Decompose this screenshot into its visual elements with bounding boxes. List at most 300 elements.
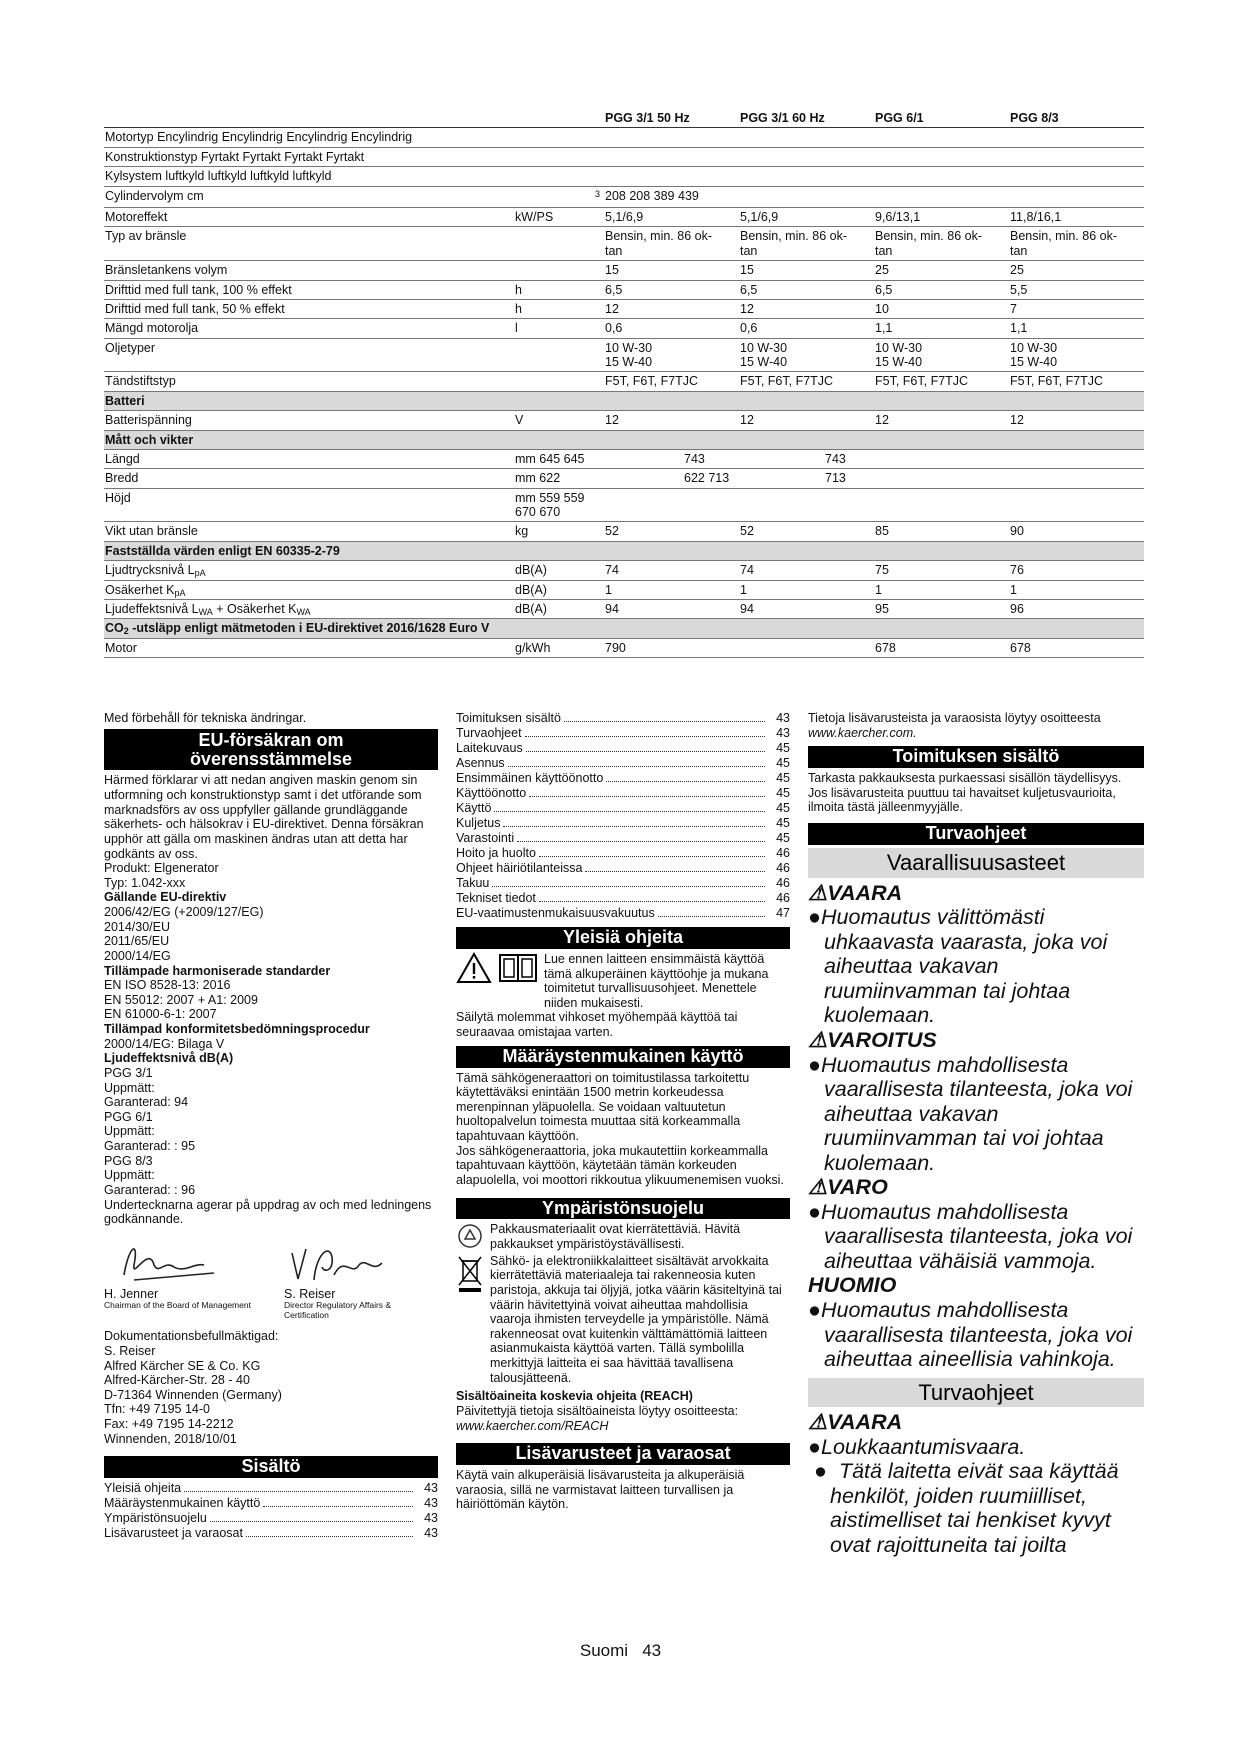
table-header-row	[104, 109, 1144, 128]
value-cell	[739, 128, 874, 147]
value-cell: 10 W-30 15 W-40	[739, 338, 874, 372]
toc-page: 43	[424, 1526, 438, 1541]
value-cell: 10 W-30 15 W-40	[604, 338, 739, 372]
accessories-link[interactable]: www.kaercher.com.	[808, 725, 917, 740]
safety-heading: Turvaohjeet	[808, 823, 1144, 845]
row-label: Drifttid med full tank, 100 % effekt	[104, 280, 514, 299]
row-label: Mängd motorolja	[104, 319, 514, 338]
row-unit	[514, 372, 604, 391]
recycle-text: Pakkausmateriaalit ovat kierrätettäviä. Hävitä pakkaukset ympäristöystävällisesti.	[490, 1222, 741, 1252]
toc-page: 45	[776, 756, 790, 770]
list-line: 2006/42/EG (+2009/127/EG)	[104, 905, 264, 920]
danger-label-2: ⚠VAARA	[808, 1410, 903, 1435]
row-unit	[514, 167, 604, 186]
list-line: Winnenden, 2018/10/01	[104, 1431, 237, 1446]
table-row	[104, 319, 1144, 338]
value-cell	[604, 147, 739, 166]
row-label: Vikt utan bränsle	[104, 522, 514, 541]
value-cell: 1,1	[1009, 319, 1144, 338]
toc-page: 45	[776, 831, 790, 845]
toc-leader	[585, 871, 765, 872]
row-label: Bredd	[104, 469, 514, 488]
warning-label: ⚠VAROITUS	[808, 1027, 937, 1052]
list-line: PGG 8/3	[104, 1153, 153, 1168]
toc-entry[interactable]	[104, 1481, 438, 1496]
list-line: Alfred-Kärcher-Str. 28 - 40	[104, 1373, 250, 1388]
toc-title: Ohjeet häiriötilanteissa	[456, 861, 583, 875]
list-line: D-71364 Winnenden (Germany)	[104, 1387, 282, 1402]
weee-notice	[456, 1254, 790, 1386]
value-cell: 76	[1009, 561, 1144, 580]
value-cell	[1009, 167, 1144, 186]
signature-jenner	[104, 1235, 258, 1322]
list-line: Fax: +49 7195 14-2212	[104, 1417, 234, 1432]
value-cell: 12	[604, 299, 739, 318]
column-3	[808, 711, 1144, 1557]
toc-leader	[263, 1506, 413, 1507]
value-cell: 9,6/13,1	[874, 208, 1009, 227]
list-line: Uppmätt:	[104, 1168, 155, 1183]
manual-book-icon	[498, 952, 538, 984]
value-cell: 1	[1009, 580, 1144, 599]
row-label: Cylindervolym cm	[104, 186, 514, 208]
page-footer	[0, 1641, 1241, 1661]
toc-entry[interactable]	[456, 816, 790, 831]
product-lines	[104, 861, 438, 890]
list-line: 2000/14/EG: Bilaga V	[104, 1036, 225, 1051]
toc-leader	[246, 1536, 413, 1537]
reach-heading: Sisältöaineita koskevia ohjeita (REACH)	[456, 1389, 693, 1404]
toc-list-1	[104, 1481, 438, 1541]
toc-entry[interactable]	[456, 891, 790, 906]
list-line: Tfn: +49 7195 14-0	[104, 1402, 210, 1417]
toc-entry[interactable]	[104, 1496, 438, 1511]
header-cell: PGG 6/1	[874, 109, 1009, 128]
value-cell: 7	[1009, 299, 1144, 318]
row-unit: h	[514, 299, 604, 318]
toc-leader	[539, 901, 765, 902]
column-1	[104, 711, 438, 1541]
intended-use-text-2: Jos sähkögeneraattoria, joka mukautettiin korkeammalla tapahtuvaan käyttöön, käytetään tämän korkeuden alapuolella, voi moottori rikkoutua ylikuumenemisen vuoksi.	[456, 1143, 784, 1187]
value-cell: 0,6	[604, 319, 739, 338]
list-line: PGG 3/1	[104, 1065, 153, 1080]
toc-leader	[658, 916, 765, 917]
value-cell: F5T, F6T, F7TJC	[739, 372, 874, 391]
row-label: Osäkerhet $K_{pA}$	[104, 580, 514, 599]
row-unit: 3	[514, 186, 604, 208]
value-cell: 743	[739, 449, 874, 468]
row-unit: l	[514, 319, 604, 338]
table-row	[104, 208, 1144, 227]
header-cell: PGG 3/1 60 Hz	[739, 109, 874, 128]
list-line: Alfred Kärcher SE & Co. KG	[104, 1358, 261, 1373]
sound-power-list	[104, 1066, 438, 1198]
signer2-title: Director Regulatory Affairs & Certification	[284, 1300, 392, 1321]
list-line: Garanterad: 94	[104, 1095, 189, 1110]
toc-entry[interactable]	[456, 771, 790, 786]
toc-title: Määräystenmukainen käyttö	[104, 1496, 261, 1511]
table-row	[104, 599, 1144, 618]
value-cell: F5T, F6T, F7TJC	[604, 372, 739, 391]
value-cell: 11,8/16,1	[1009, 208, 1144, 227]
value-cell: 74	[604, 561, 739, 580]
list-line: 2000/14/EG	[104, 948, 171, 963]
toc-leader	[494, 811, 765, 812]
value-cell: 678	[1009, 638, 1144, 657]
value-cell: 94	[739, 599, 874, 618]
header-cell	[104, 109, 514, 128]
row-unit	[514, 338, 604, 372]
row-unit: mm 559 559 670 670	[514, 488, 604, 522]
value-cell: 10	[874, 299, 1009, 318]
list-line: Uppmätt:	[104, 1080, 155, 1095]
value-cell: 25	[874, 261, 1009, 280]
toc-page: 43	[424, 1481, 438, 1496]
value-cell: 5,5	[1009, 280, 1144, 299]
value-cell: 1,1	[874, 319, 1009, 338]
toc-entry[interactable]	[456, 741, 790, 756]
table-row	[104, 469, 1144, 488]
toc-title: Yleisiä ohjeita	[104, 1481, 182, 1496]
value-cell	[874, 128, 1009, 147]
toc-entry[interactable]	[456, 786, 790, 801]
value-cell	[604, 488, 739, 522]
toc-leader	[210, 1521, 413, 1522]
value-cell: 12	[1009, 411, 1144, 430]
toc-page: 46	[776, 846, 790, 860]
technical-data-table	[104, 109, 1144, 658]
row-unit	[514, 147, 604, 166]
value-cell: 6,5	[874, 280, 1009, 299]
general-heading: Yleisiä ohjeita	[456, 927, 790, 949]
toc-entry[interactable]	[456, 846, 790, 861]
value-cell	[1009, 469, 1144, 488]
toc-entry[interactable]	[104, 1511, 438, 1526]
toc-entry[interactable]	[456, 861, 790, 876]
column-2	[456, 711, 790, 1512]
notice-text: ●Huomautus mahdollisesta vaarallisesta tilanteesta, joka voi aiheuttaa aineellisia vahinkoja.	[808, 1298, 1133, 1372]
standards-heading: Tillämpade harmoniserade standarder	[104, 963, 331, 978]
warning-sign-icon: ⚠	[808, 880, 828, 905]
toc-page: 47	[776, 906, 790, 920]
value-cell: 94	[604, 599, 739, 618]
row-label: Typ av bränsle	[104, 227, 514, 261]
list-line: Dokumentationsbefullmäktigad:	[104, 1329, 279, 1344]
value-cell	[739, 167, 874, 186]
caution-label: ⚠VARO	[808, 1175, 888, 1200]
list-line: Garanterad: : 95	[104, 1139, 196, 1154]
row-label: Oljetyper	[104, 338, 514, 372]
warning-text: ●Huomautus mahdollisesta vaarallisesta tilanteesta, joka voi aiheuttaa vakavan ruumiinvamman tai voi johtaa kuolemaan.	[808, 1052, 1133, 1175]
toc-title: Asennus	[456, 756, 505, 770]
section-label: Mått och vikter	[104, 430, 1144, 449]
accessories-text: Käytä vain alkuperäisiä lisävarusteita ja alkuperäisiä varaosia, sillä ne varmistavat laitteen turvallisen ja häiriöttömän käytön.	[456, 1468, 745, 1512]
table-row	[104, 561, 1144, 580]
toc-entry[interactable]	[456, 801, 790, 816]
scope-heading: Toimituksen sisältö	[808, 746, 1144, 768]
row-unit: dB(A)	[514, 599, 604, 618]
row-label: Ljudtrycksnivå $L_{pA}$	[104, 561, 514, 580]
toc-leader	[539, 856, 765, 857]
value-cell: 1	[739, 580, 874, 599]
row-unit: mm 645 645	[514, 449, 604, 468]
row-label: Bränsletankens volym	[104, 261, 514, 280]
table-row	[104, 299, 1144, 318]
eu-declaration-text: Härmed förklarar vi att nedan angiven maskin genom sin utformning och konstruktionstyp samt i det utförande som marknadsförs av oss uppfyller gällande grundläggande säkerhets- och hälsokrav i EU-direktivet. Denna försäkran upphör att gälla om maskinen ändras utan att detta har godkänts av oss.	[104, 773, 424, 861]
section-label: $CO_2$ -utsläpp enligt mätmetoden i EU-direktivet 2016/1628 Euro V	[104, 619, 1144, 638]
toc-entry[interactable]	[456, 831, 790, 846]
toc-page: 46	[776, 861, 790, 875]
value-cell: 208 208 389 439	[604, 186, 739, 208]
list-line: Produkt: Elgenerator	[104, 861, 219, 876]
toc-title: Takuu	[456, 876, 490, 890]
jenner-signature-icon	[104, 1235, 234, 1287]
toc-title: EU-vaatimustenmukaisuusvakuutus	[456, 906, 655, 920]
value-cell: 678	[874, 638, 1009, 657]
value-cell	[604, 167, 739, 186]
row-label: Batterispänning	[104, 411, 514, 430]
reach-link[interactable]: www.kaercher.com/REACH	[456, 1418, 609, 1433]
directives-heading: Gällande EU-direktiv	[104, 890, 227, 905]
warning-sign-icon: ⚠	[808, 1175, 828, 1200]
signer2-name: S. Reiser	[284, 1286, 336, 1301]
crossed-bin-icon	[456, 1254, 484, 1294]
value-cell: 790	[604, 638, 739, 657]
toc-title: Turvaohjeet	[456, 726, 522, 740]
table-row	[104, 280, 1144, 299]
toc-title: Laitekuvaus	[456, 741, 523, 755]
value-cell	[874, 449, 1009, 468]
toc-leader	[184, 1491, 413, 1492]
toc-leader	[526, 751, 765, 752]
toc-entry[interactable]	[456, 876, 790, 891]
reiser-signature-icon	[284, 1235, 414, 1287]
signer1-title: Chairman of the Board of Management	[104, 1300, 251, 1311]
signature-reiser	[284, 1235, 438, 1322]
row-unit: dB(A)	[514, 561, 604, 580]
value-cell: 5,1/6,9	[739, 208, 874, 227]
value-cell: 1	[604, 580, 739, 599]
general-text: Lue ennen laitteen ensimmäistä käyttöä tämä alkuperäinen käyttöohje ja mukana toimitetut turvallisuusohjeet. Menettele niiden mukaisesti.	[544, 951, 769, 1010]
value-cell	[739, 147, 874, 166]
value-cell: 12	[739, 411, 874, 430]
value-cell: 5,1/6,9	[604, 208, 739, 227]
toc-leader	[564, 721, 765, 722]
row-unit	[514, 227, 604, 261]
table-row	[104, 580, 1144, 599]
toc-title: Hoito ja huolto	[456, 846, 536, 860]
warning-sign-icon: ⚠	[808, 1027, 828, 1052]
toc-leader	[503, 826, 765, 827]
value-cell: 75	[874, 561, 1009, 580]
value-cell	[1009, 186, 1144, 208]
row-label: Tändstiftstyp	[104, 372, 514, 391]
toc-page: 45	[776, 786, 790, 800]
table-row	[104, 522, 1144, 541]
toc-leader	[492, 886, 765, 887]
toc-title: Käyttö	[456, 801, 492, 815]
table-row	[104, 128, 1144, 147]
toc-title: Tekniset tiedot	[456, 891, 536, 905]
header-cell	[514, 109, 604, 128]
toc-page: 46	[776, 891, 790, 905]
toc-entry[interactable]	[456, 906, 790, 921]
value-cell	[739, 638, 874, 657]
toc-entry[interactable]	[456, 711, 790, 726]
reservation-note: Med förbehåll för tekniska ändringar.	[104, 711, 307, 725]
section-row	[104, 391, 1144, 410]
toc-entry[interactable]	[456, 756, 790, 771]
toc-title: Kuljetus	[456, 816, 501, 830]
signer1-name: H. Jenner	[104, 1286, 159, 1301]
table-row	[104, 488, 1144, 522]
value-cell: 622 713	[604, 469, 739, 488]
recycle-icon	[456, 1222, 484, 1250]
value-cell: Bensin, min. 86 ok- tan	[1009, 227, 1144, 261]
list-line: S. Reiser	[104, 1343, 156, 1358]
toc-page: 45	[776, 801, 790, 815]
toc-leader	[529, 796, 765, 797]
table-row	[104, 186, 1144, 208]
table-row	[104, 449, 1144, 468]
row-unit	[514, 261, 604, 280]
warning-triangle-icon	[456, 952, 492, 984]
section-label: Batteri	[104, 391, 1144, 410]
list-line: EN 61000-6-1: 2007	[104, 1007, 217, 1022]
row-label: Kylsystem luftkyld luftkyld luftkyld luftkyld	[104, 167, 514, 186]
table-row	[104, 411, 1144, 430]
toc-entry[interactable]	[456, 726, 790, 741]
danger-text: ●Huomautus välittömästi uhkaavasta vaarasta, joka voi aiheuttaa vakavan ruumiinvamman tai johtaa kuolemaan.	[808, 905, 1108, 1028]
signing-note: Undertecknarna agerar på uppdrag av och med ledningens godkännande.	[104, 1197, 432, 1227]
value-cell: 0,6	[739, 319, 874, 338]
eu-declaration-heading: EU-försäkran om överensstämmelse	[104, 729, 438, 771]
recycle-notice	[456, 1222, 790, 1251]
toc-page: 45	[776, 816, 790, 830]
safety-heading-2: Turvaohjeet	[808, 1378, 1144, 1408]
table-row	[104, 372, 1144, 391]
row-unit: kg	[514, 522, 604, 541]
toc-title: Varastointi	[456, 831, 515, 845]
row-unit: h	[514, 280, 604, 299]
row-label: Motor	[104, 638, 514, 657]
table-row	[104, 338, 1144, 372]
value-cell: 12	[874, 411, 1009, 430]
caution-text: ●Huomautus mahdollisesta vaarallisesta tilanteesta, joka voi aiheuttaa vähäisiä vammoja.	[808, 1199, 1133, 1273]
value-cell: 6,5	[739, 280, 874, 299]
header-cell: PGG 8/3	[1009, 109, 1144, 128]
section-label: Fastställda värden enligt EN 60335-2-79	[104, 541, 1144, 560]
value-cell: Bensin, min. 86 ok- tan	[874, 227, 1009, 261]
row-label: Längd	[104, 449, 514, 468]
row-label: Motoreffekt	[104, 208, 514, 227]
toc-entry[interactable]	[104, 1526, 438, 1541]
toc-page: 45	[776, 741, 790, 755]
row-unit: mm 622	[514, 469, 604, 488]
table-row	[104, 227, 1144, 261]
table-row	[104, 167, 1144, 186]
value-cell: 15	[739, 261, 874, 280]
value-cell	[739, 186, 874, 208]
weee-text: Sähkö- ja elektroniikkalaitteet sisältävät arvokkaita kierrätettäviä materiaaleja tai rakenneosia kuten paristoja, akkuja tai öljyjä, jotka väärin käsiteltyinä tai väärin hävitettyinä voivat aiheuttaa mahdollisia vaaroja ihmisten terveydelle ja ympäristölle. Nämä rakenneosat ovat kuitenkin välttämättömiä laitteen asianmukaista käyttöä varten. Tällä symbolilla merkittyjä laitteita ei saa hävittää tavallisena talousjätteenä.	[490, 1253, 782, 1385]
value-cell	[874, 488, 1009, 522]
list-line: Garanterad: : 96	[104, 1182, 196, 1197]
page-number: 43	[642, 1641, 662, 1660]
value-cell: 1	[874, 580, 1009, 599]
toc-list-2	[456, 711, 790, 921]
table-row	[104, 147, 1144, 166]
section-row	[104, 619, 1144, 638]
value-cell: Bensin, min. 86 ok- tan	[739, 227, 874, 261]
value-cell	[874, 469, 1009, 488]
value-cell	[1009, 449, 1144, 468]
general-text-2: Säilytä molemmat vihkoset myöhempää käyttöä tai seuraavaa omistajaa varten.	[456, 1010, 738, 1040]
section-row	[104, 430, 1144, 449]
row-label: Drifttid med full tank, 50 % effekt	[104, 299, 514, 318]
row-unit: g/kWh	[514, 638, 604, 657]
reach-text: Päivitettyjä tietoja sisältöaineista löytyy osoitteesta:	[456, 1403, 739, 1418]
value-cell: F5T, F6T, F7TJC	[874, 372, 1009, 391]
standards-list	[104, 978, 438, 1022]
toc-title: Lisävarusteet ja varaosat	[104, 1526, 243, 1541]
row-unit	[514, 128, 604, 147]
value-cell: 12	[604, 411, 739, 430]
value-cell: 85	[874, 522, 1009, 541]
toc-title: Käyttöönotto	[456, 786, 527, 800]
value-cell: Bensin, min. 86 ok- tan	[604, 227, 739, 261]
list-line: Typ: 1.042-xxx	[104, 875, 186, 890]
toc-page: 46	[776, 876, 790, 890]
hazard-levels-heading: Vaarallisuusasteet	[808, 848, 1144, 878]
injury-risk-text: ●Loukkaantumisvaara.	[808, 1434, 1026, 1459]
toc-page: 43	[424, 1511, 438, 1526]
value-cell	[874, 186, 1009, 208]
value-cell: 90	[1009, 522, 1144, 541]
procedure-heading: Tillämpad konformitetsbedömningsprocedur	[104, 1022, 370, 1037]
intended-use-heading: Määräystenmukainen käyttö	[456, 1046, 790, 1068]
toc-leader	[508, 766, 765, 767]
section-row	[104, 541, 1144, 560]
danger-label: ⚠VAARA	[808, 880, 903, 905]
value-cell	[604, 128, 739, 147]
list-line: PGG 6/1	[104, 1109, 153, 1124]
sound-power-heading: Ljudeffektsnivå dB(A)	[104, 1051, 234, 1066]
value-cell	[1009, 147, 1144, 166]
toc-leader	[517, 841, 765, 842]
row-label: Ljudeffektsnivå $L_{WA}$ + Osäkerhet $K_{WA}$	[104, 599, 514, 618]
documentation-contact	[104, 1329, 438, 1446]
header-cell: PGG 3/1 50 Hz	[604, 109, 739, 128]
value-cell: 743	[604, 449, 739, 468]
value-cell: 713	[739, 469, 874, 488]
value-cell	[1009, 128, 1144, 147]
value-cell: 74	[739, 561, 874, 580]
value-cell	[874, 147, 1009, 166]
procedure-list	[104, 1037, 438, 1052]
footer-language: Suomi	[579, 1641, 629, 1660]
row-unit: dB(A)	[514, 580, 604, 599]
value-cell: 10 W-30 15 W-40	[1009, 338, 1144, 372]
environment-heading: Ympäristönsuojelu	[456, 1198, 790, 1220]
general-notice	[456, 952, 790, 1011]
row-unit: V	[514, 411, 604, 430]
value-cell	[1009, 488, 1144, 522]
notice-label: HUOMIO	[808, 1273, 897, 1298]
row-label: Konstruktionstyp Fyrtakt Fyrtakt Fyrtakt Fyrtakt	[104, 147, 514, 166]
row-unit: kW/PS	[514, 208, 604, 227]
table-row	[104, 261, 1144, 280]
directives-list	[104, 905, 438, 964]
